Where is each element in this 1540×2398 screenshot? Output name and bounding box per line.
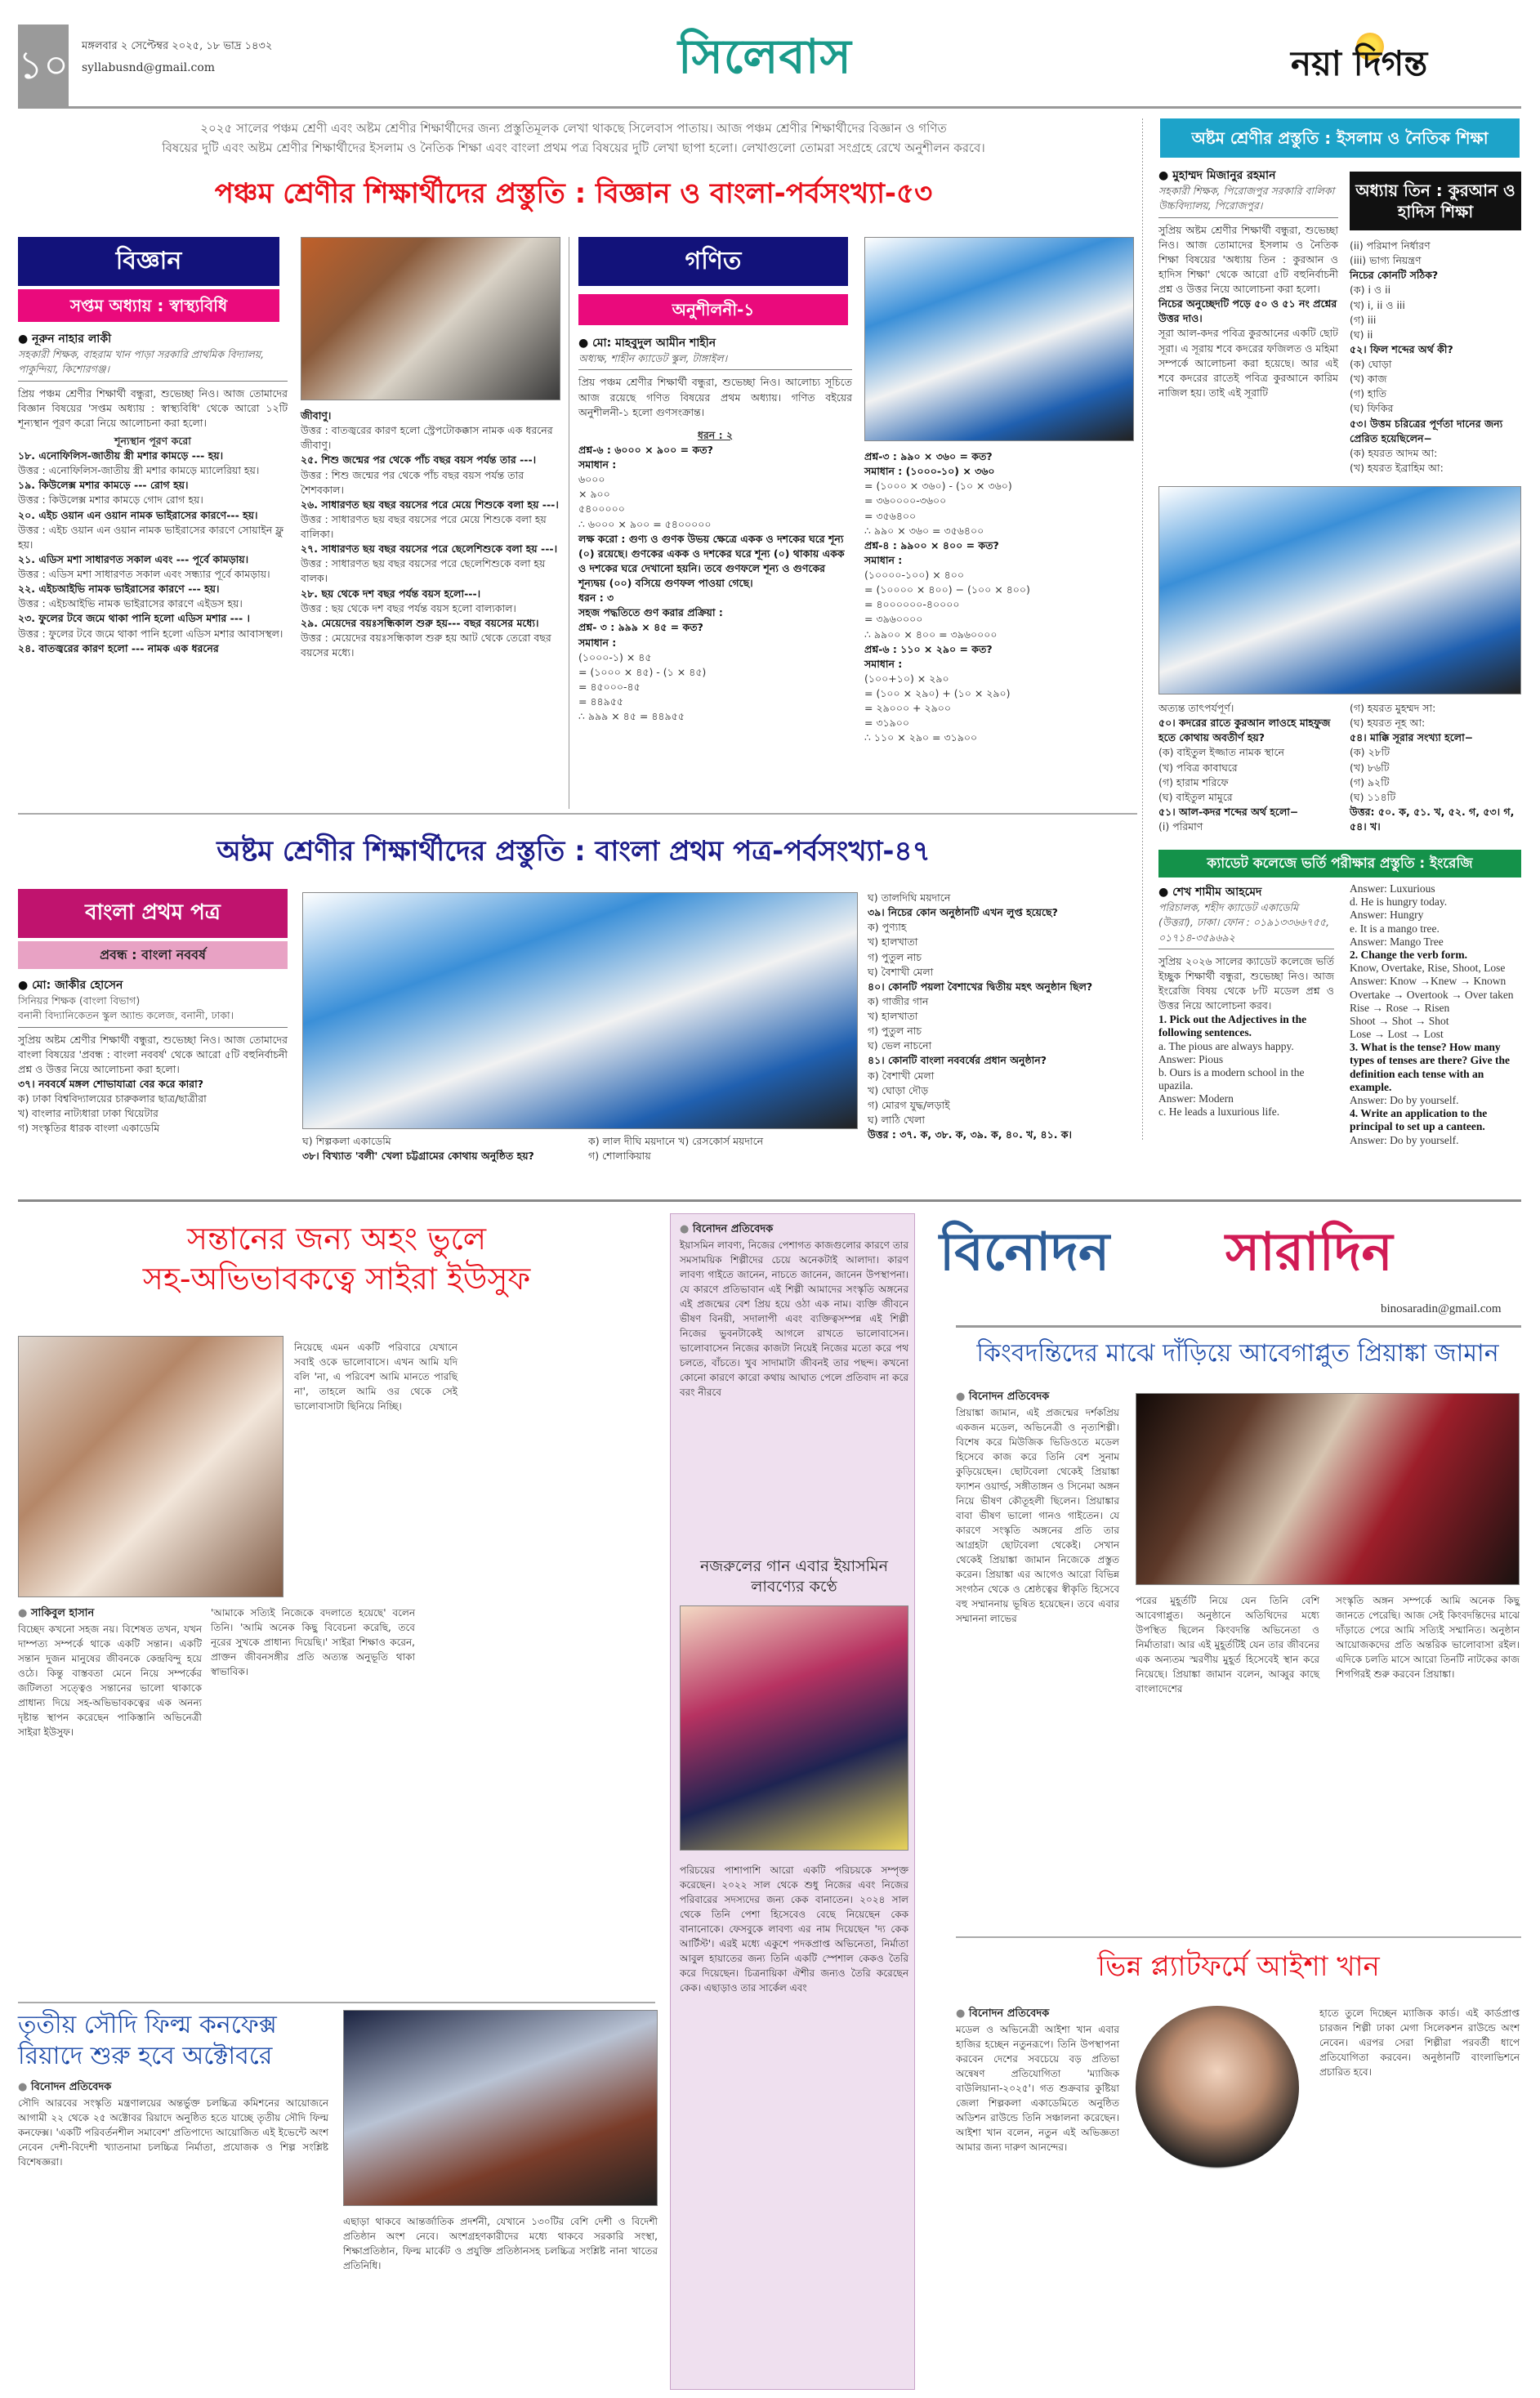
saira-headline xyxy=(18,1219,655,1300)
text-line: (ক) ঘোড়া xyxy=(1350,358,1392,370)
question: ২৩. ফুলের টবে জমে থাকা পানি হলো এডিস মশার --- । xyxy=(18,612,250,625)
islam-lower-left xyxy=(1158,701,1338,834)
islam-author: ● মুহাম্মদ মিজানুর রহমান xyxy=(1158,167,1338,184)
math-affiliation: অধ্যক্ষ, শাহীন ক্যাডেট স্কুল, টাঙ্গাইল। xyxy=(578,351,852,370)
text-line: ৪০। কোনটি পয়লা বৈশাখের দ্বিতীয় মহৎ অনুষ্ঠান ছিল? xyxy=(868,980,1093,993)
saudi-body-text: সৌদি আরবের সংস্কৃতি মন্ত্রণালয়ের অন্তর্ভুক্ত চলচ্চিত্র কমিশনের আয়োজনে আগামী ২২ থেকে ২৫ অক্টোবর রিয়াদে অনুষ্ঠিত হতে যাচ্ছে তৃতীয় সৌদি ফিল্ম কনফেক্স। 'একটি পরিবর্তনশীল সমাবেশ' প্রতিপাদ্যে আয়োজিত এই ইভেন্টে অংশ নেবেন দেশী-বিদেশী খ্যাতনামা চলচ্চিত্র নির্মাতা, প্রযোজক ও শিল্প সংশ্লিষ্ট বিশেষজ্ঞরা। xyxy=(18,2097,328,2168)
text-line: = ৪৫০০০-৪৫ xyxy=(578,680,641,693)
aisha-col-3: হাতে তুলে দিচ্ছেন ম্যাজিক কার্ড। এই কার্ডপ্রাপ্ত চারজন শিল্পী ঢাকা মেগা সিলেকশন রাউন্ডে অংশ নেবেন। এরপর সেরা শিল্পীরা পরবর্তী ধাপে প্রতিযোগিতা করবেন। অনুষ্ঠানটি বাংলাভিশনে প্রচারিত হবে। xyxy=(1319,2007,1520,2078)
english-line: 2. Change the verb form. xyxy=(1350,948,1467,961)
aisha-portrait-photo xyxy=(1136,2006,1299,2169)
islam-col-1 xyxy=(1158,167,1338,400)
text-line: = ৩১৯০০ xyxy=(864,717,910,730)
bangla-intro: সুপ্রিয় অষ্টম শ্রেণীর শিক্ষার্থী বন্ধুরা, শুভেচ্ছা নিও। আজ তোমাদের বাংলা বিষয়ের 'প্রবন্ধ : বাংলা নববর্ষ' থেকে আরো ৫টি বহুনির্বাচনী প্রশ্ন ও উত্তর নিয়ে আলোচনা করা হলো। xyxy=(18,1033,288,1075)
text-line: ∴ ৬০০০ × ৯০০ = ৫৪০০০০০ xyxy=(578,517,712,530)
bangla-author: ● মো: জাকীর হোসেন xyxy=(18,977,288,994)
text-line: সমাধান : xyxy=(578,636,617,649)
science-col-1 xyxy=(18,331,288,656)
math-col-2 xyxy=(864,449,1134,746)
text-line: (ক) ২৮টি xyxy=(1350,746,1390,759)
islam-passage: সূরা আল-কদর পবিত্র কুরআনের একটি ছোট সূরা। এ সূরায় শবে কদরের ফজিলত ও মহিমা সম্পর্কে আলোচনা করা হয়েছে। আর এই শবে কদরের রাতেই পবিত্র কুরআনে কারিম নাজিল হয়। তাই এই সূরাটি xyxy=(1158,327,1338,399)
text-line: (খ) ৮৬টি xyxy=(1350,761,1390,774)
english-line: Answer: Pious xyxy=(1158,1052,1224,1065)
answer: উত্তর : সাধারণত ছয় বছর বয়সের পরে ছেলেশিশুকে বলা হয় বালক। xyxy=(301,557,546,585)
text-line: সমাধান : xyxy=(578,458,617,471)
answer: উত্তর : এইচ ওয়ান এন ওয়ান নামক ভাইরাসের কারণে সোয়াইন ফ্লু হয়। xyxy=(18,523,283,551)
text-line: (গ) iii xyxy=(1350,313,1377,326)
answer: উত্তর : এইচআইভি নামক ভাইরাসের কারণে এইডস হয়। xyxy=(18,597,243,610)
cadet-author: ● শেখ শামীম আহমেদ xyxy=(1158,884,1334,900)
text-line: (ii) পরিমাপ নির্ধারণ xyxy=(1350,239,1431,252)
text-line: (১০০০০-১০০) × ৪০০ xyxy=(864,569,965,581)
priyanka-col-2: পরের মুহূর্তটি নিয়ে যেন তিনি বেশি আবেগাপ্লুত। অনুষ্ঠানে অতিথিদের মধ্যে উপস্থিত ছিলেন কিংবদন্তি অভিনেতা ও নির্মাতারা। আর এই মুহূর্তটিই যেন তার জীবনের এক অন্যতম স্মরণীয় মুহূর্ত হিসেবেই স্থান করে নিয়েছে। প্রিয়াঙ্কা জামান বলেন, আব্বুর কাছে বাংলাদেশের xyxy=(1136,1595,1319,1695)
page-number: ১০ xyxy=(18,25,69,106)
saudi-byline: ● বিনোদন প্রতিবেদক xyxy=(18,2079,328,2096)
bangla-affiliation-2: বনানী বিদ্যানিকেতন স্কুল অ্যান্ড কলেজ, বনানী, ঢাকা। xyxy=(18,1008,288,1027)
text-line: ক) বৈশাখী মেলা xyxy=(868,1069,935,1082)
question: ২৬. সাধারণত ছয় বছর বয়সের পরে মেয়ে শিশুকে বলা হয় ---। xyxy=(301,498,559,511)
english-line: Overtake → Overtook → Over taken xyxy=(1350,988,1514,1001)
english-line: a. The pious are always happy. xyxy=(1158,1039,1294,1052)
text-line: ৫২। ফিল শব্দের অর্থ কী? xyxy=(1350,342,1453,355)
text-line: ঘ) তালদিঘি ময়দানে xyxy=(868,891,951,904)
text-line: প্রশ্ন-৩ : ৯৯০ × ৩৬০ = কত? xyxy=(864,450,993,462)
text-line: ক) পুণ্যাহ xyxy=(868,921,907,934)
text-line: = ৪৪৯৫৫ xyxy=(578,695,624,708)
text-line: উত্তর: ৫০. ক, ৫১. খ, ৫২. গ, ৫৩। গ, ৫৪। খ। xyxy=(1350,805,1515,833)
answer: উত্তর : ফুলের টবে জমে থাকা পানি হলো এডিস মশার আবাসস্থল। xyxy=(18,627,283,640)
text-line: প্রশ্ন-৪ : ৯৯০০ × ৪০০ = কত? xyxy=(864,538,999,551)
text-line: ∴ ৯৯০ × ৩৬০ = ৩৫৬৪০০ xyxy=(864,524,984,537)
intro-line-1: ২০২৫ সালের পঞ্চম শ্রেণী এবং অষ্টম শ্রেণীর শিক্ষার্থীদের জন্য প্রস্তুতিমূলক লেখা থাকছে সিলেবাস পাতায়। আজ পঞ্চম শ্রেণীর শিক্ষার্থীদের বিজ্ঞান ও গণিত xyxy=(200,121,947,136)
bangla-affiliation-1: সিনিয়র শিক্ষক (বাংলা বিভাগ) xyxy=(18,994,141,1007)
question: ২৪. বাতজ্বরের কারণ হলো --- নামক এক ধরনের xyxy=(18,641,219,654)
math-type-label: ধরন : ২ xyxy=(697,428,734,441)
text-line: (ক) হযরত আদম আ: xyxy=(1350,446,1438,459)
binodon-divider xyxy=(956,1325,1521,1328)
text-line: (খ) কাজ xyxy=(1350,373,1387,386)
question: ২০. এইচ ওয়ান এন ওয়ান নামক ভাইরাসের কারণে--- হয়। xyxy=(18,508,258,521)
cadet-col-1 xyxy=(1158,884,1334,1119)
text-line: ক) ঢাকা বিশ্ববিদ্যালয়ের চারুকলার ছাত্র/ছাত্রীরা xyxy=(18,1092,207,1105)
math-col-1 xyxy=(578,335,852,724)
english-line: Know, Overtake, Rise, Shoot, Lose xyxy=(1350,962,1506,975)
english-line: Answer: Do by yourself. xyxy=(1350,1133,1459,1146)
english-line: c. He leads a luxurious life. xyxy=(1158,1105,1280,1119)
answer: উত্তর : সাধারণত ছয় বছর বয়সের পরে মেয়ে শিশুকে বলা হয় বালিকা। xyxy=(301,512,547,540)
islam-section-banner: অষ্টম শ্রেণীর প্রস্তুতি : ইসলাম ও নৈতিক শিক্ষা xyxy=(1160,118,1520,158)
section-title-logo: সিলেবাস xyxy=(678,29,852,84)
text-line: নিচের কোনটি সঠিক? xyxy=(1350,269,1439,282)
islam-chapter-box: অধ্যায় তিন : কুরআন ও হাদিস শিক্ষা xyxy=(1350,172,1521,230)
text-line: (ক) i ও ii xyxy=(1350,284,1391,297)
english-line: e. It is a mango tree. xyxy=(1350,922,1440,935)
aisha-byline: ● বিনোদন প্রতিবেদক xyxy=(956,2006,1119,2022)
dotted-divider xyxy=(1142,118,1143,1140)
film-expo-photo xyxy=(343,2010,658,2206)
math-intro: প্রিয় পঞ্চম শ্রেণীর শিক্ষার্থী বন্ধুরা, শুভেচ্ছা নিও। আলোচ্য সূচিতে আজ রয়েছে গণিত বিষয়ের প্রথম অধ্যায়। গণিত বইয়ের অনুশীলনী-১ হলো গুণসংক্রান্ত। xyxy=(578,376,852,418)
bangla-under-photo-left xyxy=(302,1134,588,1163)
science-chapter: সপ্তম অধ্যায় : স্বাস্থ্যবিধি xyxy=(18,289,279,322)
text-line: ∴ ৯৯০০ × ৪০০ = ৩৯৬০০০০ xyxy=(864,627,998,641)
yasmin-para-2: পরিচয়ের পাশাপাশি আরো একটি পরিচয়কে সম্পৃক্ত করেছেন। ২০২২ সাল থেকে শুধু নিজের এবং নিজের পরিবারের সদস্যদের জন্য কেক বানাতেন। ২০২৪ সাল থেকে তিনি পেশা হিসেবেও বেছে নিয়েছেন কেক বানানোকে। ফেসবুকে লাবণ্য এর নাম দিয়েছেন 'দ্য কেক আর্টিস্ট'। এরই মধ্যে একুশে পদকপ্রাপ্ত অভিনেতা, নির্মাতা আবুল হায়াতের জন্য তিনি একটি স্পেশাল কেকও তৈরি করে দিয়েছেন। চিত্রনায়িকা ঐশীর জন্যও তৈরি করেছেন কেক। এছাড়াও তার সার্কেল এবং xyxy=(680,1864,908,1994)
text-line: ৫০। কদরের রাতে কুরআন লাওহে মাহফুজ হতে কোথায় অবতীর্ণ হয়? xyxy=(1158,717,1331,744)
math-chapter: অনুশীলনী-১ xyxy=(578,294,848,325)
text-line: ৩৭। নববর্ষে মঙ্গল শোভাযাত্রা বের করে কারা? xyxy=(18,1077,204,1090)
bangla-q37 xyxy=(18,1077,288,1136)
english-line: Shoot → Shot → Shot xyxy=(1350,1014,1449,1027)
islam-mcq-list xyxy=(1350,239,1521,476)
text-line: (খ) হযরত ইব্রাহিম আ: xyxy=(1350,461,1444,474)
english-line: 3. What is the tense? How many types of tenses are there? Give the definition each tense with an example. xyxy=(1350,1041,1510,1093)
text-line: ক) লাল দীঘি ময়দানে খ) রেসকোর্স ময়দানে xyxy=(588,1135,764,1147)
text-line: প্রশ্ন- ৩ : ৯৯৯ × ৪৫ = কত? xyxy=(578,621,703,634)
text-line: গ) সংস্কৃতির ধারক বাংলা একাডেমি xyxy=(18,1122,160,1135)
binodon-email[interactable]: binosaradin@gmail.com xyxy=(1381,1302,1502,1315)
science-subhead: শূন্যস্থান পূরণ করো xyxy=(114,434,191,447)
binodon-logo: বিনোদন xyxy=(940,1222,1110,1283)
text-line: (খ) পবিত্র কাবাঘরে xyxy=(1158,761,1238,774)
yasmin-photo-caption: নজরুলের গান এবার ইয়াসমিন লাবণ্যের কণ্ঠে xyxy=(699,1557,889,1596)
intro-text xyxy=(18,118,1129,158)
text-line: = ২৯০০০ + ২৯০০ xyxy=(864,702,951,715)
text-line: গ) পুতুল নাচ xyxy=(868,950,922,963)
students-exam-photo xyxy=(864,237,1134,441)
english-line: d. He is hungry today. xyxy=(1350,895,1448,909)
text-line: সমাধান : (১০০০-১০) × ৩৬০ xyxy=(864,465,995,478)
science-items xyxy=(18,449,288,656)
text-line: ∴ ১১০ × ২৯০ = ৩১৯০০ xyxy=(864,731,978,744)
saira-col-1 xyxy=(18,1605,202,1739)
aisha-divider xyxy=(956,1936,1521,1938)
bangla-col-right xyxy=(868,891,1137,1142)
bangla-under-photo-right xyxy=(588,1134,858,1163)
text-line: অত্যন্ত তাৎপর্যপূর্ণ। xyxy=(1158,702,1234,714)
text-line: গ) শোলাকিয়ায় xyxy=(588,1150,651,1163)
issue-date: মঙ্গলবার ২ সেপ্টেম্বর ২০২৫, ১৮ ভাদ্র ১৪৩২ xyxy=(82,40,273,52)
saradin-logo: সারাদিন xyxy=(1225,1222,1393,1283)
text-line: ৪১। কোনটি বাংলা নববর্ষের প্রধান অনুষ্ঠান? xyxy=(868,1054,1047,1067)
text-line: (ঘ) বাইতুল মামুরে xyxy=(1158,790,1233,803)
text-line: ঘ) শিল্পকলা একাডেমি xyxy=(302,1135,391,1147)
text-line: (iii) ভাগ্য নিয়ন্ত্রণ xyxy=(1350,254,1422,267)
aisha-col-1 xyxy=(956,2006,1119,2155)
yasmin-byline: ● বিনোদন প্রতিবেদক xyxy=(680,1221,908,1238)
answer: উত্তর : মেয়েদের বয়ঃসন্ধিকাল শুরু হয় আট থেকে তেরো বছর বয়সের মধ্যে। xyxy=(301,631,551,659)
english-line: 1. Pick out the Adjectives in the following sentences. xyxy=(1158,1013,1307,1039)
aisha-body-1: মডেল ও অভিনেত্রী আইশা খান এবার হাজির হচ্ছেন নতুনরূপে। তিনি উপস্থাপনা করবেন দেশের সবচেয়ে বড় প্রতিভা অন্বেষণ প্রতিযোগিতা 'ম্যাজিক বাউলিয়ানা-২০২৫'। গত শুক্রবার কুষ্টিয়া জেলা শিল্পকলা একাডেমিতে অনুষ্ঠিত অডিশন রাউন্ডে তিনি সঞ্চালনা করেছেন। আইশা খান বলেন, নতুন এই অভিজ্ঞতা আমার জন্য দারুণ আনন্দের। xyxy=(956,2023,1119,2153)
answer: উত্তর : শিশু জন্মের পর থেকে পাঁচ বছর বয়স পর্যন্ত তার শৈশবকাল। xyxy=(301,468,524,496)
text-line: প্রশ্ন-৬ : ১১০ × ২৯০ = কত? xyxy=(864,642,993,655)
text-line: খ) হালখাতা xyxy=(868,936,918,949)
section-email[interactable]: syllabusnd@gmail.com xyxy=(82,61,216,74)
text-line: ৫১। আল-কদর শব্দের অর্থ হলো− xyxy=(1158,805,1299,818)
text-line: (গ) হযরত মুহম্মদ সা: xyxy=(1350,702,1436,714)
saira-headline-line-2: সহ-অভিভাবকত্বে সাইরা ইউসুফ xyxy=(142,1261,531,1297)
masthead-divider xyxy=(18,106,1521,109)
cadet-banner: ক্যাডেট কলেজে ভর্তি পরীক্ষার প্রস্তুতি : ইংরেজি xyxy=(1158,850,1521,877)
science-items-2 xyxy=(301,409,560,660)
text-line: ৬০০০ xyxy=(578,473,605,486)
science-affiliation: সহকারী শিক্ষক, বাহরাম খান পাড়া সরকারি প্রাথমিক বিদ্যালয়, পাকুন্দিয়া, কিশোরগঞ্জ। xyxy=(18,347,288,381)
priyanka-award-photo xyxy=(1136,1393,1520,1585)
saudi-body xyxy=(18,2079,328,2169)
text-line: = (১০০০ × ৪৫) - (১ × ৪৫) xyxy=(578,665,707,678)
question: ১৮. এনোফিলিস-জাতীয় স্ত্রী মশার কামড়ে --- হয়। xyxy=(18,449,224,462)
answer: উত্তর : বাতজ্বরের কারণ হলো স্ট্রেপটোকক্কাস নামক এক ধরনের জীবাণু। xyxy=(301,424,553,452)
question: ২৮. ছয় থেকে দশ বছর পর্যন্ত বয়স হলো---। xyxy=(301,587,481,600)
priyanka-body-1: প্রিয়াঙ্কা জামান, এই প্রজন্মের দর্শকপ্রিয় একজন মডেল, অভিনেত্রী ও নৃত্যশিল্পী। বিশেষ করে মিউজিক ভিডিওতে মডেল হিসেবে কাজ করে তিনি বেশ সুনাম কুড়িয়েছেন। ছোটবেলা থেকেই প্রিয়াঙ্কা ফ্যাশন ওয়ার্ল্ড, সঙ্গীতাঙ্গন ও সিনেমা অঙ্গন নিয়ে ভীষণ কৌতূহলী ছিলেন। প্রিয়াঙ্কার বাবা ভীষণ ভালো গানও গাইতেন। যে কারণে সংস্কৃতি অঙ্গনের প্রতি তার আগ্রহটা ছোটবেলা থেকেই। সেখান থেকেই প্রিয়াঙ্কা জামান নিজেকে প্রস্তুত করেন। প্রিয়াঙ্কা এর আগেও আরো বিভিন্ন সংগঠন থেকে ও শ্রেষ্ঠত্বের স্বীকৃতি হিসেবে বহু সম্মাননায় ভূষিত হয়েছেন। তবে এবার সম্মাননা লাভের xyxy=(956,1406,1119,1624)
english-line: 4. Write an application to the principal to set up a canteen. xyxy=(1350,1107,1488,1133)
text-line: (১০০+১০) × ২৯০ xyxy=(864,672,949,685)
text-line: খ) ঘোড়া দৌড় xyxy=(868,1083,929,1096)
text-line: = ৩৯৬০০০০ xyxy=(864,613,923,626)
cadet-intro: সুপ্রিয় ২০২৬ সালের ক্যাডেট কলেজে ভর্তি ইচ্ছুক শিক্ষার্থী বন্ধুরা, শুভেচ্ছা নিও। আজ ইংরেজি বিষয় থেকে ৮টি মডেল প্রশ্ন ও উত্তর নিয়ে আলোচনা করব। xyxy=(1158,954,1334,1012)
saudi-headline xyxy=(18,2010,328,2071)
question: ২৯. মেয়েদের বয়ঃসন্ধিকাল শুরু হয়--- বছর বয়সের মধ্যে। xyxy=(301,616,539,629)
english-line: Rise → Rose → Risen xyxy=(1350,1001,1450,1014)
text-line: খ) হালখাতা xyxy=(868,1010,918,1022)
text-line: প্রশ্ন-৬ : ৬০০০ × ৯০০ = কত? xyxy=(578,443,713,456)
text-line: লক্ষ করো : গুণ্য ও গুণক উভয় ক্ষেত্রে একক ও দশকের ঘরে শূন্য (০) রয়েছে। গুণকের একক ও দশকের ঘরে শূন্য (০) থাকায় একক ও দশকের ঘরে দেখানো হয়নি। তবে গুণফলে শূন্য ও গুণকের শূন্যদ্বয় (০০) বসিয়ে গুণফল পাওয়া গেছে। xyxy=(578,532,845,590)
exam-writing-photo xyxy=(1158,486,1521,694)
yasmin-col-top xyxy=(680,1221,908,1400)
islam-intro: সুপ্রিয় অষ্টম শ্রেণীর শিক্ষার্থী বন্ধুরা, শুভেচ্ছা নিও। আজ তোমাদের ইসলাম ও নৈতিক শিক্ষা বিষয়ের 'অধ্যায় তিন : কুরআন ও হাদিস শিক্ষা' থেকে আরো ৫টি বহুনির্বাচনী প্রশ্ন ও উত্তর নিয়ে আলোচনা করা হলো। xyxy=(1158,223,1338,296)
intro-line-2: বিষয়ের দুটি এবং অষ্টম শ্রেণীর শিক্ষার্থীদের ইসলাম ও নৈতিক শিক্ষা এবং বাংলা প্রথম পত্র বিষয়ের দুটি লেখা ছাপা হলো। লেখাগুলো তোমরা সংগ্রহে রেখে অনুশীলন করবে। xyxy=(162,141,985,155)
cadet-english-left xyxy=(1158,1013,1334,1119)
text-line: গ) মোরগ যুদ্ধ/লড়াই xyxy=(868,1098,950,1111)
answer: উত্তর : ছয় থেকে দশ বছর পর্যন্ত বয়স হলো বাল্যকাল। xyxy=(301,601,516,614)
saira-col-2: 'আমাকে সত্যিই নিজেকে বদলাতে হয়েছে' বলেন তিনি। 'আমি অনেক কিছু বিবেচনা করেছি, তবে নূরের সুখকে প্রাধান্য দিয়েছি।' সাইরা শিক্ষাও করেন, প্রাক্তন জীবনসঙ্গীর প্রতি অত্যন্ত অনুভূতি থাকা স্বাভাবিক। xyxy=(211,1607,415,1677)
bangla-title: বাংলা প্রথম পত্র xyxy=(18,889,288,938)
text-line: উত্তর : ৩৭. ক, ৩৮. ক, ৩৯. ক, ৪০. খ, ৪১. ক। xyxy=(868,1128,1073,1141)
text-line: ৫৩। উত্তম চরিত্রের পূর্ণতা দানের জন্য প্রেরিত হয়েছিলেন− xyxy=(1350,417,1503,444)
islam-col-2 xyxy=(1350,239,1521,476)
text-line: ৩৮। বিখ্যাত 'বলী' খেলা চট্টগ্রামের কোথায় অনুষ্ঠিত হয়? xyxy=(302,1150,534,1163)
islam-passage-instruction: নিচের অনুচ্ছেদটি পড়ে ৫০ ও ৫১ নং প্রশ্নের উত্তর দাও। xyxy=(1158,297,1337,325)
class5-headline: পঞ্চম শ্রেণীর শিক্ষার্থীদের প্রস্তুতি : বিজ্ঞান ও বাংলা-পর্বসংখ্যা-৫৩ xyxy=(214,177,933,210)
text-line: ধরন : ৩ xyxy=(578,592,614,605)
text-line: (১০০০-১) × ৪৫ xyxy=(578,650,652,663)
english-line: Answer: Modern xyxy=(1158,1092,1234,1105)
yasmin-para-1: ইয়াসমিন লাবণ্য, নিজের পেশাগত কাজগুলোর কারণে তার সমসাময়িক শিল্পীদের চেয়ে অনেকটাই আলাদা। কারণ লাবণ্য গাইতে জানেন, নাচতে জানেন, জানেন উপস্থাপনা। যে কারণে প্রতিভাবান এই শিল্পী আমাদের সংস্কৃতি অঙ্গনের এই প্রজন্মের বেশ প্রিয় হয়ে ওঠা এক নাম। ব্যক্তি জীবনে ভীষণ বিনয়ী, সদালাপী এবং ব্যক্তিত্বসম্পন্ন এই শিল্পী নিজের ভুবনটাকেই আগলে রাখতে ভালোবাসেন। ভালোবাসেন নিজের কাজটা নিয়েই নিজের মতো করে পথ চলতে, বাঁচতে। খুব সাদামাটা জীবনই তার পছন্দ। কখনো কোনো কারণে কারো কথায় আঘাত পেলে প্রতিবাদ না করে বরং নীরবে xyxy=(680,1239,908,1398)
math-solution-list xyxy=(578,443,852,724)
text-line: (গ) হারাম শরিফে xyxy=(1158,775,1229,788)
text-line: (গ) ৯২টি xyxy=(1350,775,1390,788)
text-line: × ৯০০ xyxy=(578,488,610,501)
question: ২৭. সাধারণত ছয় বছর বয়সের পরে ছেলেশিশুকে বলা হয় ---। xyxy=(301,543,558,556)
text-line: = (১০০০ × ৩৬০) - (১০ × ৩৬০) xyxy=(864,480,1012,493)
priyanka-headline: কিংবদন্তিদের মাঝে দাঁড়িয়ে আবেগাপ্লুত প্রিয়াঙ্কা জামান xyxy=(976,1339,1499,1368)
text-line: ঘ) বৈশাখী মেলা xyxy=(868,965,934,978)
science-col-2 xyxy=(301,409,560,660)
science-title: বিজ্ঞান xyxy=(18,237,279,286)
question: ১৯. কিউলেক্স মশার কামড়ে --- রোগ হয়। xyxy=(18,479,189,492)
text-line: = ৩৫৬৪০০ xyxy=(864,509,917,522)
page-half-divider xyxy=(18,1199,1521,1202)
text-line: ঘ) লাঠি খেলা xyxy=(868,1113,925,1126)
girls-studying-photo xyxy=(302,892,858,1129)
english-line: Answer: Do by yourself. xyxy=(1350,1094,1459,1106)
question: ২১. এডিস মশা সাধারণত সকাল এবং --- পূর্বে কামড়ায়। xyxy=(18,552,249,565)
math-solution-list-2 xyxy=(864,449,1134,746)
text-line: (ঘ) ১১৪টি xyxy=(1350,790,1396,803)
question: জীবাণু। xyxy=(301,409,332,422)
text-line: (ঘ) ফিকির xyxy=(1350,402,1394,415)
text-line: সহজ পদ্ধতিতে গুণ করার প্রক্রিয়া : xyxy=(578,606,723,619)
text-line: (ক) বাইতুল ইজ্জাত নামক স্থানে xyxy=(1158,746,1284,759)
text-line: খ) বাংলার নাট্যধারা ঢাকা থিয়েটার xyxy=(18,1107,158,1120)
text-line: ৫৪। মাক্কি সূরার সংখ্যা হলো− xyxy=(1350,731,1474,744)
text-line: (গ) হাতি xyxy=(1350,387,1387,400)
islam-lower-right xyxy=(1350,701,1521,834)
answer: উত্তর : কিউলেক্স মশার কামড়ে গোদ রোগ হয়। xyxy=(18,493,203,507)
class8-headline: অষ্টম শ্রেণীর শিক্ষার্থীদের প্রস্তুতি : বাংলা প্রথম পত্র-পর্বসংখ্যা-৪৭ xyxy=(216,835,931,868)
math-author: ● মো: মাহবুদুল আমীন শাহীন xyxy=(578,335,852,351)
saira-byline: ● সাকিবুল হাসান xyxy=(18,1605,202,1622)
saira-headline-line-1: সন্তানের জন্য অহং ভুলে xyxy=(186,1221,487,1257)
math-title: গণিত xyxy=(578,237,848,286)
priyanka-col-3: সংস্কৃতি অঙ্গন সম্পর্কে আমি অনেক কিছু জানতে পেরেছি। আজ সেই কিংবদন্তিদের মাঝে দাঁড়াতে পেরে আমি সত্যিই সম্মানিত। অনুষ্ঠান আয়োজকদের প্রতি অন্তরিক ভালোবাসা রইল। এদিকে চলতি মাসে আরো তিনটি নাটকের কাজ শিগগিরই শুরু করবেন প্রিয়াঙ্কা। xyxy=(1336,1595,1520,1680)
answer: উত্তর : এনোফিলিস-জাতীয় স্ত্রী মশার কামড়ে ম্যালেরিয়া হয়। xyxy=(18,464,260,477)
text-line: = ৪০০০০০০-৪০০০০ xyxy=(864,598,960,611)
saira-family-photo xyxy=(18,1336,283,1597)
text-line: (খ) i, ii ও iii xyxy=(1350,298,1405,311)
islam-affiliation: সহকারী শিক্ষক, পিরোজপুর সরকারি বালিকা উচ্চবিদ্যালয়, পিরোজপুর। xyxy=(1158,184,1338,217)
text-line: গ) পুতুল নাচ xyxy=(868,1025,922,1038)
answer: উত্তর : এডিস মশা সাধারণত সকাল এবং সন্ধ্যার পূর্বে কামড়ায়। xyxy=(18,568,270,581)
text-line: = (১০০ × ২৯০) + (১০ × ২৯০) xyxy=(864,687,1011,699)
text-line: ৫৪০০০০০ xyxy=(578,502,625,516)
saudi-headline-line-2: রিয়াদে শুরু হবে অক্টোবরে xyxy=(18,2041,273,2070)
text-line: ঘ) ভেল নাচনো xyxy=(868,1039,932,1052)
bangla-col-1 xyxy=(18,977,288,1136)
saudi-body-2: এছাড়া থাকবে আন্তর্জাতিক প্রদর্শনী, যেখানে ১৩০টির বেশি দেশী ও বিদেশী প্রতিষ্ঠান অংশ নেবে। অংশগ্রহণকারীদের মধ্যে থাকবে সরকারি সংস্থা, শিক্ষাপ্রতিষ্ঠান, ফিল্ম মার্কেট ও প্রযুক্তি প্রতিষ্ঠানসহ চলচ্চিত্র সংশ্লিষ্ট নানা খাতের প্রতিনিধি। xyxy=(343,2216,658,2271)
text-line: = ৩৬০০০০-৩৬০০ xyxy=(864,494,947,507)
saira-body-1: বিচ্ছেদ কখনো সহজ নয়। বিশেষত তখন, যখন দাম্পত্য সম্পর্কে থাকে একটি সন্তান। একটি সন্তান দুজন মানুষের জীবনকে কেন্দ্রবিন্দু হয়ে ওঠে। কিন্তু বাস্তবতা মেনে নিয়ে সম্পর্কের জটিলতা সত্ত্বেও সন্তানের ভালো থাকাকে প্রাধান্য দিয়ে সহ-অভিভাবকত্বের এক অনন্য দৃষ্টান্ত স্থাপন করেছেন পাকিস্তানি অভিনেত্রী সাইরা ইউসুফ। xyxy=(18,1623,202,1738)
newspaper-logo: নয়া দিগন্ত xyxy=(1291,43,1428,83)
text-line: ক) গাজীর গান xyxy=(868,994,929,1007)
english-line: b. Ours is a modern school in the upazila. xyxy=(1158,1065,1305,1092)
cadet-affiliation: পরিচালক, শহীদ ক্যাডেট একাডেমি (উত্তরা), ঢাকা। ফোন : ০১৯১৩৩৬৬৭৫৫, ০১৭১৪-৩৫৯৬৯২ xyxy=(1158,900,1334,949)
cadet-col-2 xyxy=(1350,882,1521,1147)
english-line: Answer: Mango Tree xyxy=(1350,935,1444,948)
science-author: ● নূরুন নাহার লাকী xyxy=(18,331,288,347)
text-line: (i) পরিমাণ xyxy=(1158,820,1203,833)
question: ২২. এইচআইভি নামক ভাইরাসের কারণে --- হয়। xyxy=(18,583,220,596)
text-line: সমাধান : xyxy=(864,553,903,566)
text-line: (ঘ) ii xyxy=(1350,328,1373,341)
yasmin-photo xyxy=(680,1605,908,1851)
science-intro: প্রিয় পঞ্চম শ্রেণীর শিক্ষার্থী বন্ধুরা, শুভেচ্ছা নিও। আজ তোমাদের বিজ্ঞান বিষয়ের 'সপ্তম অধ্যায় : স্বাস্থ্যবিধি' থেকে আরো ১২টি শূন্যস্থান পূরণ করো নিয়ে আলোচনা করা হলো। xyxy=(18,386,288,429)
text-line: = (১০০০০ × ৪০০) − (১০০ × ৪০০) xyxy=(864,583,1030,596)
english-line: Answer: Luxurious xyxy=(1350,882,1435,895)
saira-divider xyxy=(18,2002,655,2003)
priyanka-col-1 xyxy=(956,1389,1119,1626)
bangla-topic: প্রবন্ধ : বাংলা নববর্ষ xyxy=(18,941,288,969)
question: ২৫. শিশু জন্মের পর থেকে পাঁচ বছর বয়স পর্যন্ত তার ---। xyxy=(301,453,537,467)
text-line: (ঘ) হযরত নূহ আ: xyxy=(1350,717,1426,730)
text-line: ৩৯। নিচের কোন অনুষ্ঠানটি এখন লুপ্ত হয়েছে? xyxy=(868,906,1058,919)
english-line: Answer: Know →Knew → Known xyxy=(1350,975,1507,988)
text-line: সমাধান : xyxy=(864,657,903,670)
text-line: ∴ ৯৯৯ × ৪৫ = ৪৪৯৫৫ xyxy=(578,710,685,723)
english-line: Lose → Lost → Lost xyxy=(1350,1028,1444,1041)
priyanka-byline: ● বিনোদন প্রতিবেদক xyxy=(956,1389,1119,1405)
classroom-photo xyxy=(301,237,560,400)
section-divider xyxy=(18,813,1137,815)
saudi-headline-line-1: তৃতীয় সৌদি ফিল্ম কনফেক্স xyxy=(18,2011,277,2039)
saira-col-3: নিয়েছে এমন একটি পরিবারে যেখানে সবাই ওকে ভালোবাসে। এখন আমি যদি বলি 'না, এ পরিবেশ আমি মানতে পারছি না', তাহলে আমি ওর থেকে সেই ভালোবাসাটা ছিনিয়ে নিচ্ছি। xyxy=(294,1342,458,1412)
english-line: Answer: Hungry xyxy=(1350,909,1424,922)
aisha-headline: ভিন্ন প্ল্যাটফর্মে আইশা খান xyxy=(1097,1950,1380,1983)
